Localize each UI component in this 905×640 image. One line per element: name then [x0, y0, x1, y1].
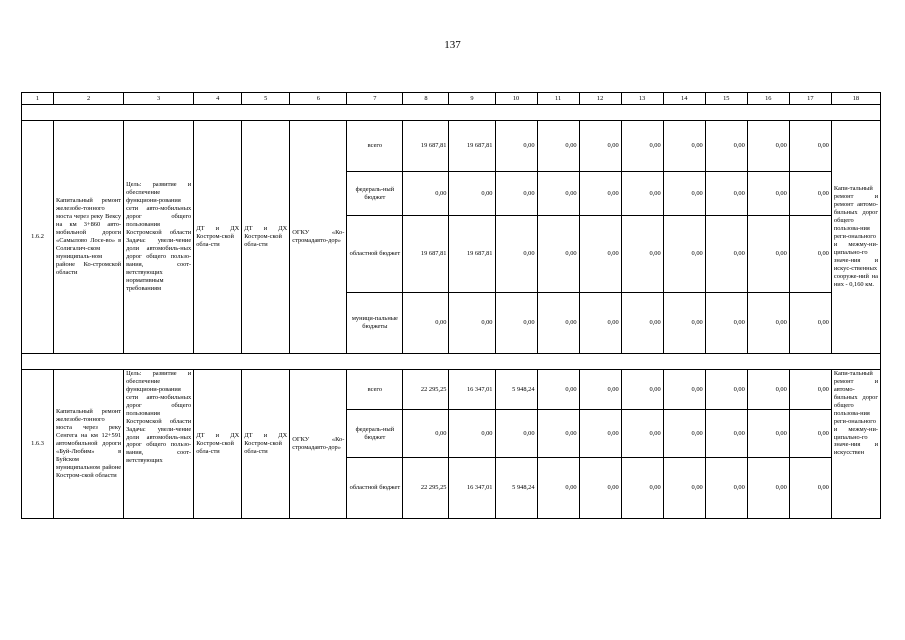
customer-cell: ДТ и ДХ Костром-ской обла-сти	[194, 121, 242, 354]
funding-source-cell: муници-пальные бюджеты	[347, 293, 403, 354]
amount-cell: 0,00	[537, 370, 579, 410]
amount-cell: 19 687,81	[449, 121, 495, 172]
coordinator-cell: ДТ и ДХ Костром-ской обла-сти	[242, 370, 290, 519]
expected-result-cell: Капи-тальный ремонт и автомо-бильных дорог общего пользова-ния реги-онального и межму-ни-ципально-го значе-ния и искусствен	[831, 370, 880, 519]
amount-cell: 0,00	[663, 410, 705, 458]
funding-source-cell: областной бюджет	[347, 458, 403, 519]
funding-source-cell: федераль-ный бюджет	[347, 172, 403, 216]
column-header: 4	[194, 93, 242, 105]
row-separator	[22, 105, 881, 121]
amount-cell: 16 347,01	[449, 370, 495, 410]
amount-cell: 0,00	[403, 293, 449, 354]
amount-cell: 0,00	[537, 410, 579, 458]
amount-cell: 0,00	[789, 121, 831, 172]
funding-source-cell: областной бюджет	[347, 216, 403, 293]
project-name-cell: Капитальный ремонт железобе-тонного моста через реку Сенгега на км 12+591 автомобильной дороги «Буй-Любим» в Буйском муниципальном районе Костром-ской области	[54, 370, 124, 519]
coordinator-cell: ДТ и ДХ Костром-ской обла-сти	[242, 121, 290, 354]
budget-table	[21, 92, 881, 519]
amount-cell: 0,00	[663, 293, 705, 354]
amount-cell: 0,00	[747, 293, 789, 354]
amount-cell: 0,00	[449, 293, 495, 354]
funding-source-cell: федераль-ный бюджет	[347, 410, 403, 458]
amount-cell: 0,00	[747, 172, 789, 216]
amount-cell: 0,00	[579, 410, 621, 458]
table-row	[22, 370, 881, 410]
amount-cell: 0,00	[403, 172, 449, 216]
amount-cell: 0,00	[789, 293, 831, 354]
column-header: 5	[242, 93, 290, 105]
amount-cell: 0,00	[537, 216, 579, 293]
amount-cell: 0,00	[663, 458, 705, 519]
amount-cell: 0,00	[621, 216, 663, 293]
column-header: 12	[579, 93, 621, 105]
amount-cell: 0,00	[621, 458, 663, 519]
amount-cell: 0,00	[621, 293, 663, 354]
executor-cell: ОГКУ «Ко-стромадавто-дор»	[290, 121, 347, 354]
amount-cell: 22 295,25	[403, 458, 449, 519]
column-header: 11	[537, 93, 579, 105]
amount-cell: 0,00	[579, 370, 621, 410]
amount-cell: 19 687,81	[449, 216, 495, 293]
amount-cell: 0,00	[789, 410, 831, 458]
amount-cell: 0,00	[705, 172, 747, 216]
table-row	[22, 121, 881, 172]
amount-cell: 0,00	[621, 370, 663, 410]
amount-cell: 5 948,24	[495, 370, 537, 410]
amount-cell: 0,00	[705, 458, 747, 519]
project-name-cell: Капитальный ремонт железобе-тонного моста через реку Вексу на км 3+860 авто-мобильной дороги «Самылово Лосе-во» в Солигалич-ском муниципаль-ном районе Ко-стромской области	[54, 121, 124, 354]
amount-cell: 0,00	[747, 458, 789, 519]
column-header: 3	[124, 93, 194, 105]
amount-cell: 0,00	[537, 293, 579, 354]
amount-cell: 0,00	[495, 172, 537, 216]
column-header: 16	[747, 93, 789, 105]
column-header: 15	[705, 93, 747, 105]
amount-cell: 0,00	[705, 121, 747, 172]
amount-cell: 0,00	[403, 410, 449, 458]
amount-cell: 0,00	[747, 216, 789, 293]
amount-cell: 16 347,01	[449, 458, 495, 519]
funding-source-cell: всего	[347, 121, 403, 172]
column-header: 2	[54, 93, 124, 105]
goal-task-cell: Цель: развитие и обеспечение функциони-рования сети авто-мобильных дорог общего пользования Костромской области Задача: увели-чение доли автомобиль-ных дорог общего пользо-вания, соот-ветствующих нормативным требованиям	[124, 121, 194, 354]
goal-task-cell: Цель: развитие и обеспечение функциони-рования сети авто-мобильных дорог общего пользования Костромской области Задача: увели-чение доли автомобиль-ных дорог общего пользо-вания, соот-ветствующих	[124, 370, 194, 519]
funding-source-cell: всего	[347, 370, 403, 410]
amount-cell: 0,00	[621, 172, 663, 216]
amount-cell: 0,00	[663, 172, 705, 216]
executor-cell: ОГКУ «Ко-стромадавто-дор»	[290, 370, 347, 519]
amount-cell: 19 687,81	[403, 121, 449, 172]
amount-cell: 0,00	[663, 121, 705, 172]
amount-cell: 0,00	[449, 410, 495, 458]
amount-cell: 0,00	[537, 172, 579, 216]
amount-cell: 0,00	[705, 216, 747, 293]
column-header: 8	[403, 93, 449, 105]
column-header: 1	[22, 93, 54, 105]
amount-cell: 0,00	[579, 293, 621, 354]
column-header: 17	[789, 93, 831, 105]
amount-cell: 0,00	[579, 458, 621, 519]
column-header: 7	[347, 93, 403, 105]
amount-cell: 5 948,24	[495, 458, 537, 519]
customer-cell: ДТ и ДХ Костром-ской обла-сти	[194, 370, 242, 519]
amount-cell: 0,00	[449, 172, 495, 216]
amount-cell: 0,00	[705, 370, 747, 410]
amount-cell: 0,00	[621, 410, 663, 458]
amount-cell: 0,00	[789, 370, 831, 410]
amount-cell: 0,00	[663, 216, 705, 293]
amount-cell: 0,00	[789, 458, 831, 519]
amount-cell: 0,00	[747, 121, 789, 172]
amount-cell: 0,00	[705, 293, 747, 354]
column-header: 13	[621, 93, 663, 105]
row-separator	[22, 354, 881, 370]
amount-cell: 0,00	[579, 121, 621, 172]
column-header: 9	[449, 93, 495, 105]
amount-cell: 0,00	[621, 121, 663, 172]
amount-cell: 0,00	[495, 410, 537, 458]
amount-cell: 0,00	[789, 216, 831, 293]
amount-cell: 19 687,81	[403, 216, 449, 293]
item-number-cell: 1.6.3	[22, 370, 54, 519]
amount-cell: 0,00	[747, 370, 789, 410]
amount-cell: 22 295,25	[403, 370, 449, 410]
column-header: 10	[495, 93, 537, 105]
amount-cell: 0,00	[705, 410, 747, 458]
amount-cell: 0,00	[747, 410, 789, 458]
amount-cell: 0,00	[789, 172, 831, 216]
amount-cell: 0,00	[495, 293, 537, 354]
header-row	[22, 93, 881, 105]
column-header: 6	[290, 93, 347, 105]
amount-cell: 0,00	[663, 370, 705, 410]
item-number-cell: 1.6.2	[22, 121, 54, 354]
column-header: 18	[831, 93, 880, 105]
amount-cell: 0,00	[495, 216, 537, 293]
page-number: 137	[444, 39, 461, 51]
expected-result-cell: Капи-тальный ремонт и ремонт автомо-бильных дорог общего пользова-ния реги-онального и межму-ни-ципально-го значе-ния и искус-ственных сооруже-ний на них - 0,160 км.	[831, 121, 880, 354]
amount-cell: 0,00	[579, 172, 621, 216]
amount-cell: 0,00	[537, 121, 579, 172]
amount-cell: 0,00	[537, 458, 579, 519]
amount-cell: 0,00	[495, 121, 537, 172]
column-header: 14	[663, 93, 705, 105]
amount-cell: 0,00	[579, 216, 621, 293]
